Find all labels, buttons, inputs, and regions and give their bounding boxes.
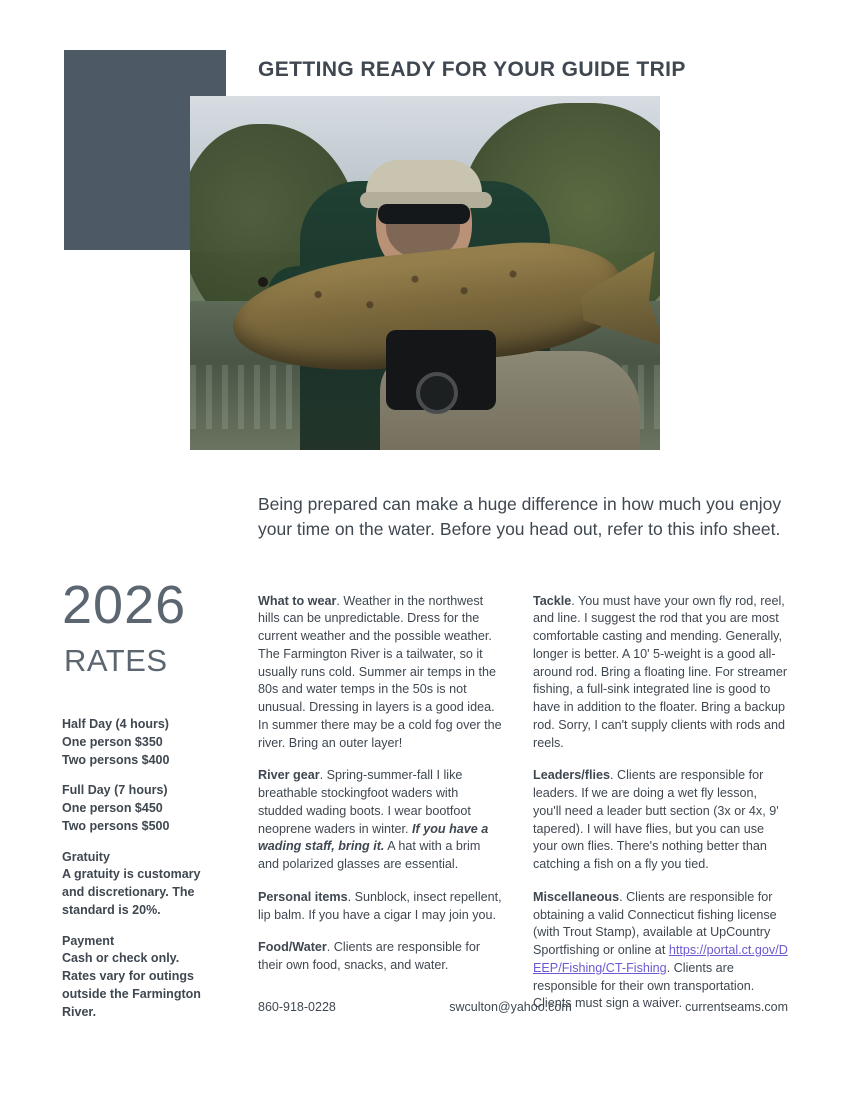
rates-group <box>62 782 237 835</box>
paragraph-text: . Spring-summer-fall I like breathable stockingfoot waders with studded wading boots. I wear bootfoot neoprene waders in winter. <box>258 768 471 836</box>
rates-group-line: Two persons $400 <box>62 752 170 767</box>
paragraph-leaders-flies <box>533 767 788 874</box>
paragraph-tackle <box>533 593 788 753</box>
ct-fishing-license-link[interactable]: https://portal.ct.gov/DEEP/Fishing/CT-Fishing <box>533 943 788 975</box>
rates-group-heading: Half Day (4 hours) <box>62 717 169 731</box>
body-column-right <box>533 580 788 1013</box>
rates-year: 2026 <box>62 575 187 635</box>
rates-group-line: Two persons $500 <box>62 818 170 833</box>
rates-group-line: River. <box>62 1004 97 1019</box>
paragraph-text: . Weather in the northwest hills can be unpredictable. Dress for the current weather and the possible weather. The Farmington River is a tailwater, so it usually runs cold. Summer air temps in the 80s and water temps in the 50s is not unusual. Dressing in layers is a good idea. In summer there may be a cold fog over the river. Bring an outer layer! <box>258 593 502 750</box>
paragraph-lead: Tackle <box>533 593 572 608</box>
paragraph-text-after: . Clients are responsible for their own transportation. Clients must sign a waiver. <box>533 960 755 1011</box>
rates-group-line: outside the Farmington <box>62 986 201 1001</box>
paragraph-text: . Clients are responsible for leaders. If we are doing a wet fly lesson, you'll need a leader butt section (3x or 4x, 9' tapered). I will have flies, but you can use your own flies. There's nothing better than catching a fish on a fly you tied. <box>533 768 779 872</box>
paragraph-lead: What to wear <box>258 593 337 608</box>
body-column-left <box>258 580 503 975</box>
rates-label: RATES <box>64 643 168 678</box>
rates-group-heading: Full Day (7 hours) <box>62 783 168 798</box>
paragraph-personal-items <box>258 889 503 925</box>
page-title: GETTING READY FOR YOUR GUIDE TRIP <box>258 58 686 81</box>
rates-group-heading: Payment <box>62 933 115 948</box>
paragraph-what-to-wear <box>258 593 503 753</box>
hero-photo <box>190 96 660 450</box>
paragraph-emphasis: If you have a wading staff, bring it. <box>258 821 489 854</box>
rates-group-line: Cash or check only. <box>62 951 180 966</box>
paragraph-lead: Personal items <box>258 889 348 904</box>
rates-group-line: Rates vary for outings <box>62 969 194 983</box>
paragraph-lead: Food/Water <box>258 940 327 955</box>
rates-group-line: standard is 20%. <box>62 902 161 917</box>
photo-chest-pack-buckle <box>416 372 458 414</box>
paragraph-text-after: A hat with a brim and polarized glasses are essential. <box>258 839 481 872</box>
rates-group <box>62 849 237 920</box>
footer-website[interactable]: currentseams.com <box>685 1000 788 1014</box>
paragraph-text: . You must have your own fly rod, reel, and line. I suggest the rod that you are most comfortable casting and mending. Generally, longer is better. A 10' 5-weight is a good all-around rod. Bring a floating line. For streamer fishing, a full-sink integrated line is good to have in addition to the floater. Bring a backup rod. Sorry, I can't supply clients with rods and reels. <box>533 593 788 750</box>
footer-phone[interactable]: 860-918-0228 <box>258 1000 336 1014</box>
paragraph-food-water <box>258 939 503 975</box>
rates-group-line: and discretionary. The <box>62 885 195 899</box>
paragraph-river-gear <box>258 767 503 874</box>
rates-group-line: One person $350 <box>62 734 163 749</box>
intro-paragraph: Being prepared can make a huge difference in how much you enjoy your time on the water. Before you head out, refer to this info sheet. <box>258 494 782 540</box>
paragraph-miscellaneous <box>533 889 788 1013</box>
paragraph-lead: Miscellaneous <box>533 889 620 904</box>
paragraph-text: . Clients are responsible for obtaining a valid Connecticut fishing license (with Trout Stamp), available at UpCountry Sportfishing or online at <box>533 889 777 958</box>
footer-contact-bar <box>258 1000 788 1014</box>
rates-group-heading: Gratuity <box>62 849 110 864</box>
paragraph-text: . Clients are responsible for their own food, snacks, and water. <box>258 940 481 973</box>
paragraph-lead: Leaders/flies <box>533 768 611 783</box>
rates-group-line: One person $450 <box>62 801 163 815</box>
rates-group <box>62 933 237 1022</box>
rates-list <box>62 716 237 1021</box>
paragraph-lead: River gear <box>258 768 320 783</box>
photo-trout-eye <box>258 277 268 287</box>
rates-group <box>62 716 237 769</box>
paragraph-text: . Sunblock, insect repellent, lip balm. If you have a cigar I may join you. <box>258 889 502 922</box>
footer-email[interactable]: swculton@yahoo.com <box>449 1000 572 1014</box>
rates-group-line: A gratuity is customary <box>62 867 201 882</box>
photo-angler-sunglasses <box>378 204 470 224</box>
